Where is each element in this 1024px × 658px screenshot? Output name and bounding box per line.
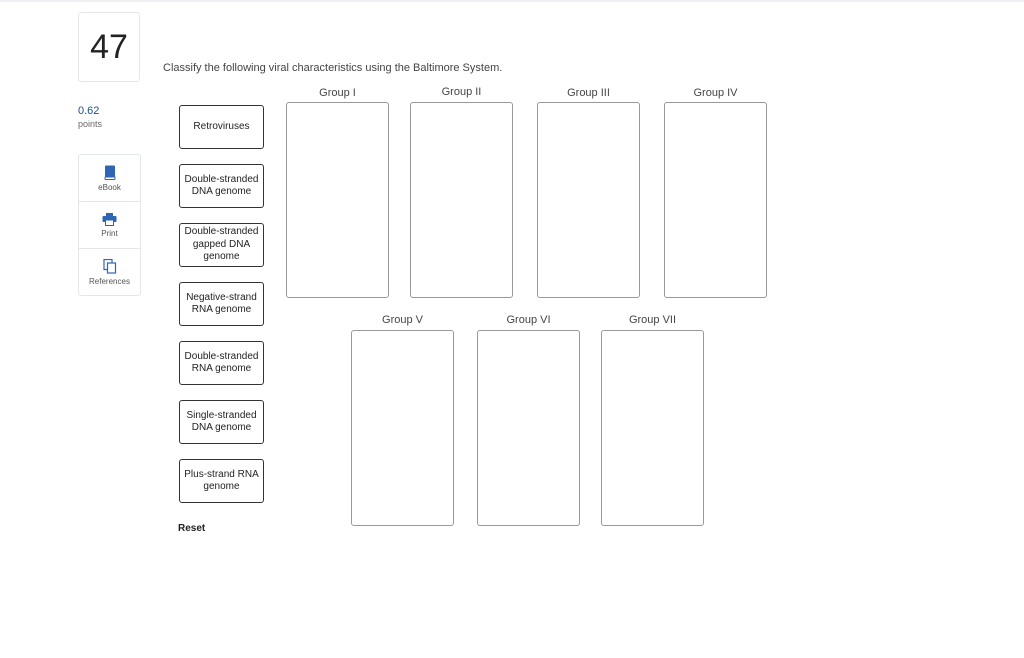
- drop-zone-group-5[interactable]: [351, 330, 454, 526]
- group-label-2: Group II: [441, 86, 482, 98]
- group-label-3: Group III: [567, 87, 610, 99]
- drop-zone-group-4[interactable]: [664, 102, 767, 298]
- documents-icon: [103, 259, 117, 274]
- item-retroviruses[interactable]: Retroviruses: [179, 105, 264, 149]
- group-label-6: Group VI: [506, 314, 551, 326]
- item-double-stranded-rna[interactable]: Double-stranded RNA genome: [179, 341, 264, 385]
- item-double-stranded-dna[interactable]: Double-stranded DNA genome: [179, 164, 264, 208]
- top-divider: [0, 0, 1024, 2]
- drop-zone-group-1[interactable]: [286, 102, 389, 298]
- ebook-label: eBook: [98, 182, 121, 192]
- group-label-4: Group IV: [693, 87, 738, 99]
- references-label: References: [89, 277, 130, 286]
- group-label-5: Group V: [382, 314, 423, 326]
- tools-panel: [78, 154, 141, 296]
- ebook-button[interactable]: [79, 155, 140, 202]
- drop-zone-group-3[interactable]: [537, 102, 640, 298]
- points-value: 0.62: [78, 105, 100, 117]
- group-label-7: Group VII: [628, 314, 677, 326]
- drop-zone-group-7[interactable]: [601, 330, 704, 526]
- points-label: points: [78, 119, 103, 129]
- printer-icon: [102, 213, 117, 226]
- drop-zone-group-2[interactable]: [410, 102, 513, 298]
- item-plus-strand-rna[interactable]: Plus-strand RNA genome: [179, 459, 264, 503]
- references-button[interactable]: [79, 249, 140, 296]
- drop-zone-group-6[interactable]: [477, 330, 580, 526]
- reset-button[interactable]: Reset: [178, 523, 206, 534]
- book-icon: [103, 165, 117, 180]
- print-button[interactable]: [79, 202, 140, 249]
- item-single-stranded-dna[interactable]: Single-stranded DNA genome: [179, 400, 264, 444]
- instruction-text: Classify the following viral characteristics using the Baltimore System.: [163, 62, 503, 74]
- print-label: Print: [101, 228, 118, 238]
- group-label-1: Group I: [319, 87, 356, 99]
- item-negative-strand-rna[interactable]: Negative-strand RNA genome: [179, 282, 264, 326]
- question-number: 47: [78, 12, 140, 82]
- item-double-stranded-gapped-dna[interactable]: Double-stranded gapped DNA genome: [179, 223, 264, 267]
